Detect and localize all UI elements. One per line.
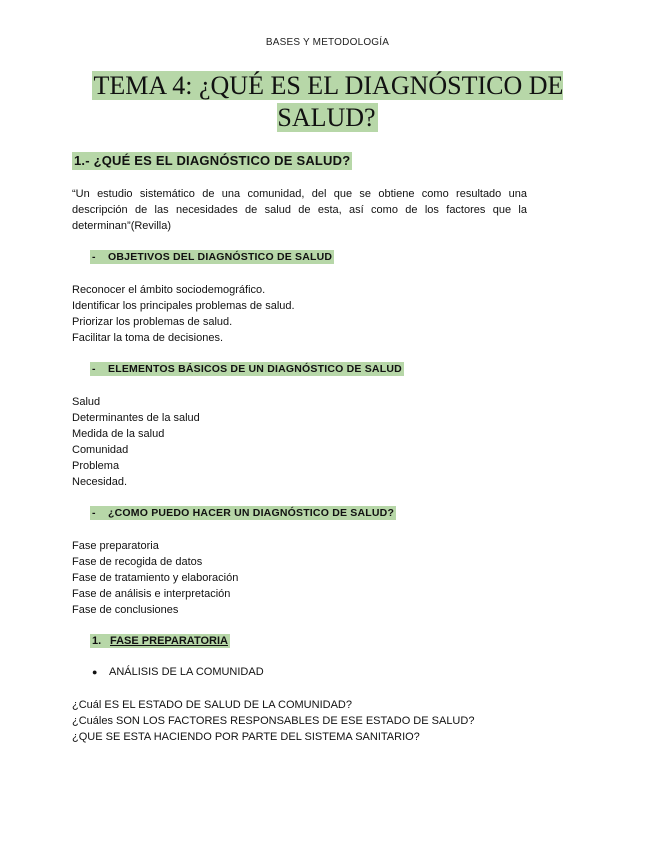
- dash-bullet: -: [92, 507, 96, 519]
- list-item: ¿Cuál ES EL ESTADO DE SALUD DE LA COMUNIDAD?: [72, 699, 352, 711]
- bullet-item-analisis: [92, 665, 264, 679]
- questions-list: [72, 697, 474, 745]
- bullet-text: ANÁLISIS DE LA COMUNIDAD: [109, 666, 264, 678]
- list-item: Fase de conclusiones: [72, 604, 179, 616]
- subheading-text: FASE PREPARATORIA: [110, 635, 228, 647]
- heading-number: 1.: [92, 635, 102, 647]
- page-title: [60, 70, 595, 134]
- subheading-fase-preparatoria: [90, 634, 230, 648]
- subheading-elementos: [90, 362, 404, 376]
- elementos-list: [72, 394, 200, 490]
- list-item: Necesidad.: [72, 476, 128, 488]
- list-item: Fase de recogida de datos: [72, 556, 203, 568]
- list-item: Salud: [72, 396, 101, 408]
- list-item: Reconocer el ámbito sociodemográfico.: [72, 284, 266, 296]
- bullet-dot-icon: ●: [92, 667, 98, 677]
- dash-bullet: -: [92, 363, 96, 375]
- dash-bullet: -: [92, 251, 96, 263]
- list-item: Priorizar los problemas de salud.: [72, 316, 233, 328]
- objetivos-list: [72, 282, 295, 346]
- list-item: Facilitar la toma de decisiones.: [72, 332, 224, 344]
- list-item: Problema: [72, 460, 120, 472]
- list-item: Determinantes de la salud: [72, 412, 200, 424]
- list-item: Identificar los principales problemas de salud.: [72, 300, 295, 312]
- fases-list: [72, 538, 238, 618]
- list-item: ¿QUE SE ESTA HACIENDO POR PARTE DEL SISTEMA SANITARIO?: [72, 731, 420, 743]
- subheading-objetivos: [90, 250, 334, 264]
- subheading-text: OBJETIVOS DEL DIAGNÓSTICO DE SALUD: [108, 251, 333, 263]
- section-heading-diagnostico: 1.- ¿QUÉ ES EL DIAGNÓSTICO DE SALUD?: [74, 153, 351, 168]
- list-item: Fase de tratamiento y elaboración: [72, 572, 239, 584]
- list-item: Fase de análisis e interpretación: [72, 588, 231, 600]
- page-title-text: TEMA 4: ¿QUÉ ES EL DIAGNÓSTICO DE SALUD?: [93, 71, 564, 132]
- list-item: ¿Cuáles SON LOS FACTORES RESPONSABLES DE ESE ESTADO DE SALUD?: [72, 715, 475, 727]
- subheading-como: [90, 506, 396, 520]
- list-item: Fase preparatoria: [72, 540, 159, 552]
- running-header: BASES Y METODOLOGÍA: [265, 37, 390, 48]
- list-item: Medida de la salud: [72, 428, 165, 440]
- subheading-text: ¿COMO PUEDO HACER UN DIAGNÓSTICO DE SALUD?: [108, 507, 395, 519]
- list-item: Comunidad: [72, 444, 129, 456]
- subheading-text: ELEMENTOS BÁSICOS DE UN DIAGNÓSTICO DE SALUD: [108, 363, 402, 375]
- definition-paragraph: “Un estudio sistemático de una comunidad, del que se obtiene como resultado una descripción de las necesidades de salud de esta, así como de los factores que la determinan”(Revilla): [72, 188, 527, 232]
